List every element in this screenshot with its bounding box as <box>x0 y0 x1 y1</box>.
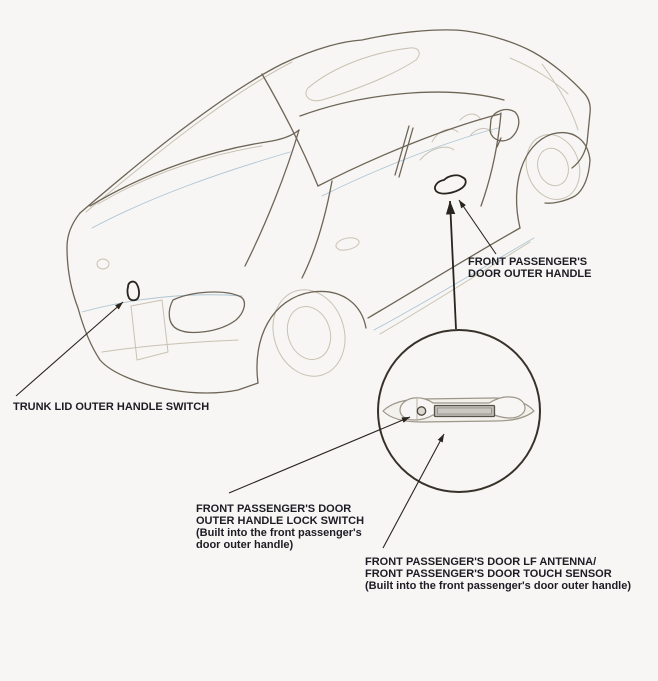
label-line: FRONT PASSENGER'S DOOR TOUCH SENSOR <box>365 568 612 580</box>
leader-door-outer-handle <box>459 200 496 254</box>
rear-glass-bottom <box>90 130 299 206</box>
trunk-lid-switch-highlight <box>127 282 139 301</box>
label-line: (Built into the front passenger's door outer handle) <box>365 580 632 592</box>
taillight <box>169 292 244 332</box>
trunk-cut-line <box>245 130 299 266</box>
beltline <box>318 114 500 186</box>
front-door-cut <box>481 113 501 206</box>
rear-door-cut <box>302 181 332 278</box>
label-lf-antenna <box>365 556 631 592</box>
leader-trunk-switch <box>16 302 123 396</box>
label-line: TRUNK LID OUTER HANDLE SWITCH <box>13 401 210 413</box>
label-line: OUTER HANDLE LOCK SWITCH <box>196 515 365 527</box>
lock-switch-knob <box>417 407 425 415</box>
label-line: DOOR OUTER HANDLE <box>468 268 592 280</box>
car-accent-lines <box>82 128 534 330</box>
front-door-outer-handle-highlight <box>435 175 466 193</box>
c-pillar <box>262 74 318 186</box>
roof-drip-rail <box>300 92 504 116</box>
car-main-outlines <box>67 30 590 393</box>
label-door-outer-handle <box>468 256 591 280</box>
license-plate-recess <box>131 300 168 360</box>
label-lock-switch <box>196 503 364 551</box>
maker-emblem <box>97 259 109 269</box>
car-secondary-lines <box>86 48 578 360</box>
label-line: FRONT PASSENGER'S DOOR <box>196 503 352 515</box>
sensor-bar-inner <box>438 408 492 414</box>
car-silhouette <box>80 30 590 213</box>
rear-wheel-arch <box>257 291 366 383</box>
label-line: door outer handle) <box>196 539 294 551</box>
car-line-art <box>67 30 590 393</box>
label-trunk-switch <box>13 401 209 413</box>
leader-lock-switch <box>229 417 410 493</box>
rear-door-handle-outline <box>336 238 359 250</box>
leader-magnifier-to-handle <box>450 201 456 329</box>
label-line: FRONT PASSENGER'S DOOR LF ANTENNA/ <box>365 556 597 568</box>
label-line: (Built into the front passenger's <box>196 527 362 539</box>
label-line: FRONT PASSENGER'S <box>468 256 588 268</box>
magnifier-detail <box>378 330 540 492</box>
sunroof-outline <box>306 48 419 101</box>
b-pillar <box>395 126 413 177</box>
